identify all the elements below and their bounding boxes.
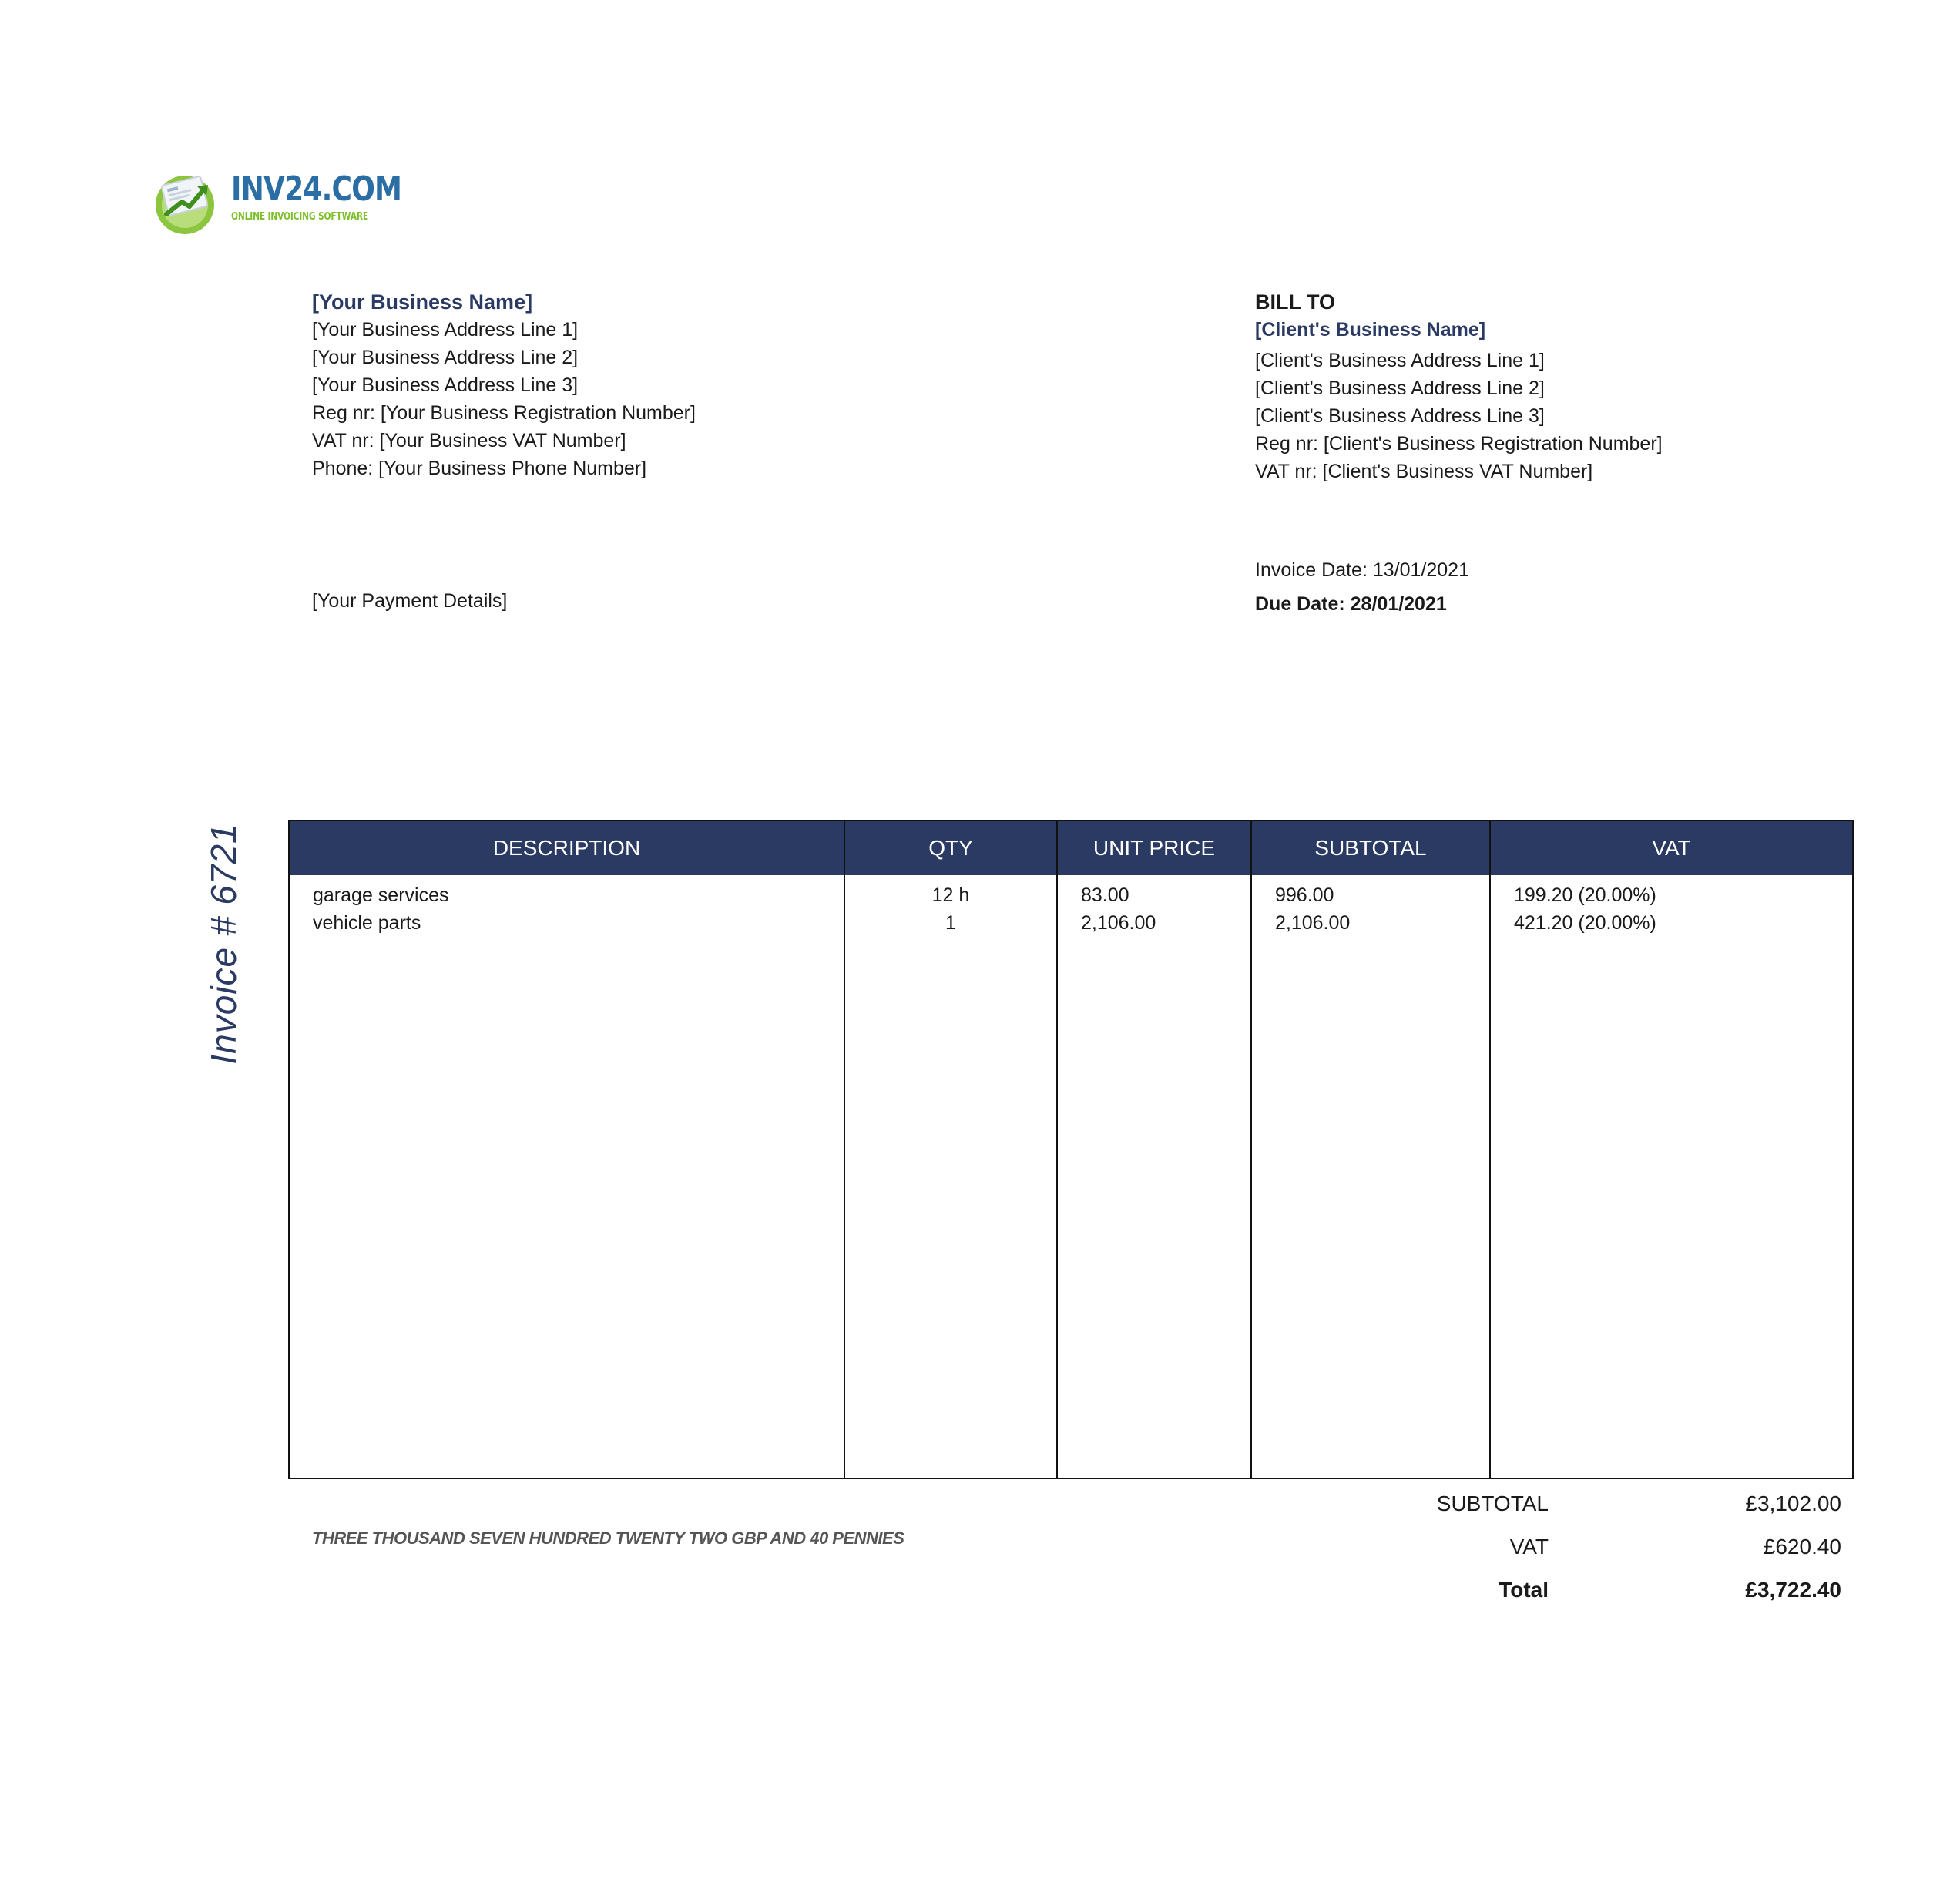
vat-label: VAT bbox=[1509, 1535, 1549, 1559]
client-address-line-1: [Client's Business Address Line 1] bbox=[1255, 350, 1545, 371]
row-1-subtotal: 996.00 bbox=[1275, 884, 1334, 906]
client-address-line-3: [Client's Business Address Line 3] bbox=[1255, 405, 1545, 427]
seller-phone: Phone: [Your Business Phone Number] bbox=[312, 458, 647, 479]
subtotal-column bbox=[1251, 875, 1490, 1478]
invoice-dates bbox=[1255, 553, 1469, 621]
row-1-description: garage services bbox=[313, 884, 449, 906]
invoice-date: Invoice Date: 13/01/2021 bbox=[1255, 559, 1469, 581]
description-column bbox=[290, 875, 844, 1478]
logo-badge-icon bbox=[151, 166, 220, 236]
total-label: Total bbox=[1499, 1578, 1549, 1602]
subtotal-label: SUBTOTAL bbox=[1436, 1491, 1549, 1515]
company-logo bbox=[151, 162, 402, 234]
seller-address-line-2: [Your Business Address Line 2] bbox=[312, 347, 579, 368]
line-items-table bbox=[288, 820, 1854, 1479]
logo-tagline: ONLINE INVOICING SOFTWARE bbox=[231, 211, 369, 223]
payment-details: [Your Payment Details] bbox=[312, 590, 508, 612]
vat-value: £620.40 bbox=[1763, 1535, 1841, 1559]
row-1-qty: 12 h bbox=[931, 884, 970, 906]
client-name: [Client's Business Name] bbox=[1255, 319, 1486, 341]
vat-row bbox=[1310, 1535, 1841, 1578]
bill-to-heading: BILL TO bbox=[1255, 290, 1336, 314]
total-row bbox=[1310, 1578, 1841, 1621]
due-date: Due Date: 28/01/2021 bbox=[1255, 593, 1447, 615]
header-subtotal: SUBTOTAL bbox=[1251, 821, 1490, 875]
header-description: DESCRIPTION bbox=[290, 821, 844, 875]
unit-price-column bbox=[1057, 875, 1251, 1478]
table-body-row bbox=[290, 875, 1852, 1478]
header-unit-price: UNIT PRICE bbox=[1057, 821, 1251, 875]
client-vat-number: VAT nr: [Client's Business VAT Number] bbox=[1255, 461, 1593, 482]
row-2-qty: 1 bbox=[945, 912, 956, 934]
bill-to-details bbox=[1255, 288, 1663, 485]
subtotal-value: £3,102.00 bbox=[1745, 1491, 1841, 1515]
subtotal-row bbox=[1310, 1491, 1841, 1535]
client-reg-number: Reg nr: [Client's Business Registration Number] bbox=[1255, 433, 1663, 455]
row-2-subtotal: 2,106.00 bbox=[1275, 912, 1351, 934]
seller-name: [Your Business Name] bbox=[312, 290, 533, 314]
totals-summary bbox=[1310, 1491, 1841, 1621]
row-2-vat: 421.20 (20.00%) bbox=[1514, 912, 1656, 934]
row-1-vat: 199.20 (20.00%) bbox=[1514, 884, 1656, 906]
seller-address-line-3: [Your Business Address Line 3] bbox=[312, 374, 579, 396]
vat-column bbox=[1490, 875, 1852, 1478]
seller-details bbox=[312, 288, 696, 482]
amount-in-words: THREE THOUSAND SEVEN HUNDRED TWENTY TWO GBP AND 40 PENNIES bbox=[312, 1528, 904, 1548]
row-1-unit-price: 83.00 bbox=[1081, 884, 1129, 906]
qty-column bbox=[844, 875, 1057, 1478]
table-header-row bbox=[290, 821, 1852, 875]
row-2-unit-price: 2,106.00 bbox=[1081, 912, 1156, 934]
logo-brand-text: INV24.COM bbox=[231, 169, 402, 209]
seller-reg-number: Reg nr: [Your Business Registration Number] bbox=[312, 402, 696, 424]
seller-vat-number: VAT nr: [Your Business VAT Number] bbox=[312, 430, 626, 451]
seller-address-line-1: [Your Business Address Line 1] bbox=[312, 319, 579, 341]
total-value: £3,722.40 bbox=[1745, 1578, 1841, 1602]
header-vat: VAT bbox=[1490, 821, 1852, 875]
invoice-number: Invoice # 6721 bbox=[203, 823, 243, 1065]
header-qty: QTY bbox=[844, 821, 1057, 875]
client-address-line-2: [Client's Business Address Line 2] bbox=[1255, 377, 1545, 399]
row-2-description: vehicle parts bbox=[313, 912, 421, 934]
